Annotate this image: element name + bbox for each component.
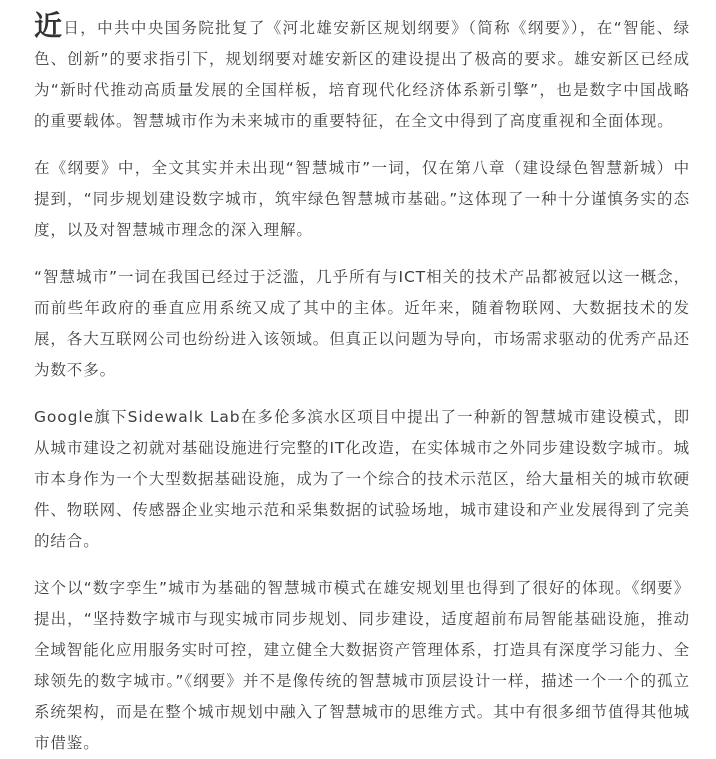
paragraph-5: 这个以“数字孪生”城市为基础的智慧城市模式在雄安规划里也得到了很好的体现。《纲要》提出，“坚持数字城市与现实城市同步规划、同步建设，适度超前布局智能基础设施，推动全域智能化应用服务实时可控，建立健全大数据资产管理体系，打造具有深度学习能力、全球领先的数字城市。”《纲要》并不是像传统的智慧城市顶层设计一样，描述一个一个的孤立系统架构，而是在整个城市规划中融入了智慧城市的思维方式。其中有很多细节值得其他城市借鉴。	[34, 579, 691, 752]
article-body	[34, 9, 691, 759]
paragraph-4: Google旗下Sidewalk Lab在多伦多滨水区项目中提出了一种新的智慧城市建设模式，即从城市建设之初就对基础设施进行完整的IT化改造，在实体城市之外同步建设数字城市。城市本身作为一个大型数据基础设施，成为了一个综合的技术示范区，给大量相关的城市软硬件、物联网、传感器企业实地示范和采集数据的试验场地，城市建设和产业发展得到了完美的结合。	[34, 408, 691, 550]
paragraph-1-text: 日，中共中央国务院批复了《河北雄安新区规划纲要》（简称《纲要》），在“智能、绿色、创新”的要求指引下，规划纲要对雄安新区的建设提出了极高的要求。雄安新区已经成为“新时代推动高质量发展的全国样板，培育现代化经济体系新引擎”，也是数字中国战略的重要载体。智慧城市作为未来城市的重要特征，在全文中得到了高度重视和全面体现。	[34, 19, 690, 130]
paragraph-1	[34, 9, 690, 137]
paragraph-2: 在《纲要》中，全文其实并未出现“智慧城市”一词，仅在第八章（建设绿色智慧新城）中提到，“同步规划建设数字城市，筑牢绿色智慧城市基础。”这体现了一种十分谨慎务实的态度，以及对智慧城市理念的深入理解。	[34, 159, 690, 239]
paragraph-3: “智慧城市”一词在我国已经过于泛滥，几乎所有与ICT相关的技术产品都被冠以这一概念，而前些年政府的垂直应用系统又成了其中的主体。近年来，随着物联网、大数据技术的发展，各大互联网公司也纷纷进入该领域。但真正以问题为导向，市场需求驱动的优秀产品还为数不多。	[34, 268, 691, 379]
dropcap: 近	[34, 9, 64, 42]
